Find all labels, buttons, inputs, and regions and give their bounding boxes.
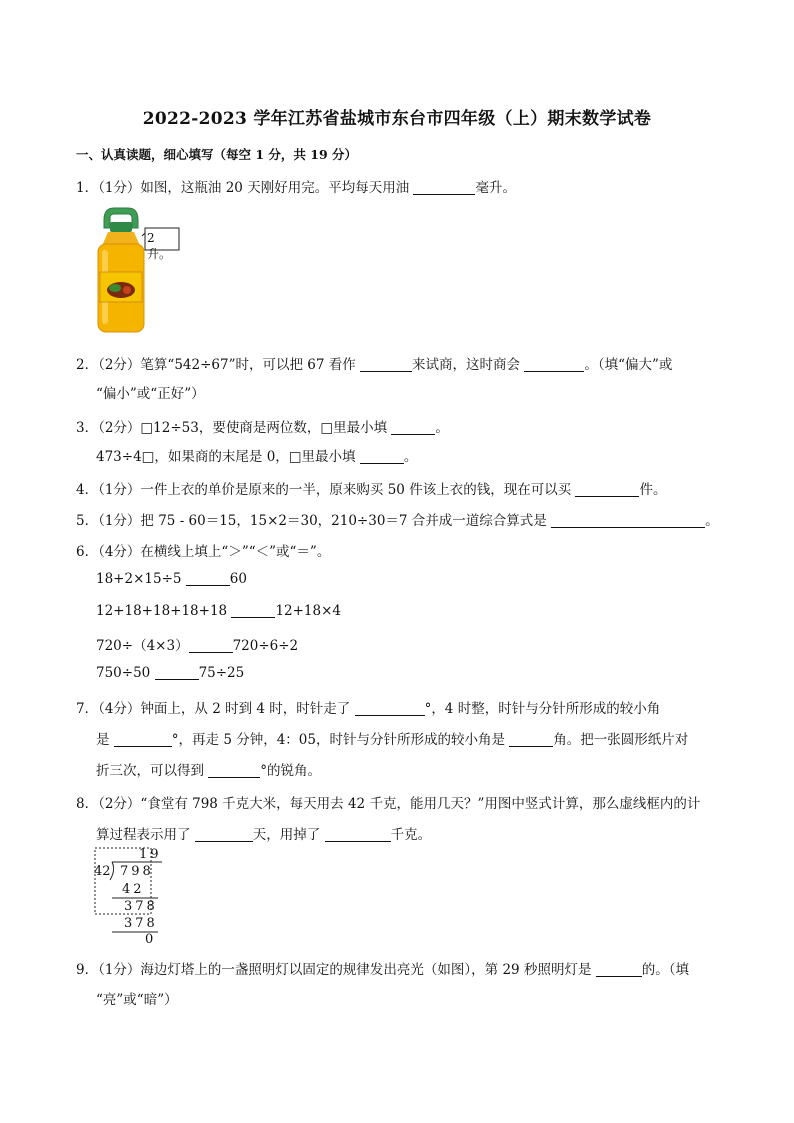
question-text: °，再走 5 分钟，4：05，时针与分针所形成的较小角是 <box>171 732 510 748</box>
comparison-left: 18+2×15÷5 <box>96 571 186 587</box>
answer-blank[interactable] <box>360 357 412 372</box>
bottle-label: 2 升。 <box>147 231 172 261</box>
question-7-line-3 <box>96 759 321 779</box>
answer-blank[interactable] <box>195 827 253 842</box>
question-8-line-2 <box>96 823 431 843</box>
partial-product-1: 42 <box>122 882 145 897</box>
comparison-right: 720÷6÷2 <box>232 638 299 654</box>
question-text: 是 <box>96 732 114 748</box>
dividend: 798 <box>120 864 154 879</box>
question-text: °，4 时整，时针与分针所形成的较小角 <box>424 701 661 717</box>
answer-blank[interactable] <box>355 701 425 716</box>
answer-blank[interactable] <box>509 732 553 747</box>
question-text: 。 <box>403 449 418 465</box>
answer-blank[interactable] <box>551 513 705 528</box>
question-text: °的锐角。 <box>260 763 322 779</box>
question-7 <box>76 697 660 717</box>
answer-blank[interactable] <box>524 357 584 372</box>
comparison-right: 12+18×4 <box>275 603 342 619</box>
question-text: 件。 <box>639 482 667 498</box>
answer-blank[interactable] <box>325 827 391 842</box>
answer-blank[interactable] <box>231 603 275 618</box>
question-6: 6．（4分）在横线上填上“＞”“＜”或“＝”。 <box>76 544 331 560</box>
question-9 <box>76 958 689 978</box>
remainder-1: 378 <box>124 899 158 914</box>
question-text: 4．（1分）一件上衣的单价是原来的一半，原来购买 50 件该上衣的钱，现在可以买 <box>76 482 576 498</box>
answer-blank[interactable] <box>189 638 233 653</box>
question-text: 5．（1分）把 75 - 60＝15，15×2＝30，210÷30＝7 合并成一道综合算式是 <box>76 513 552 529</box>
question-text: 473÷4□，如果商的末尾是 0，□里最小填 <box>96 449 360 465</box>
question-3 <box>76 416 449 436</box>
oil-bottle-image <box>90 206 180 336</box>
question-text: 算过程表示用了 <box>96 827 195 843</box>
final-remainder: 0 <box>145 932 154 947</box>
question-text: 折三次，可以得到 <box>96 763 209 779</box>
question-text: 3．（2分）□12÷53，要使商是两位数，□里最小填 <box>76 420 392 436</box>
comparison-right: 75÷25 <box>198 665 245 681</box>
question-text: 1．（1分）如图，这瓶油 20 天刚好用完。平均每天用油 <box>76 180 414 196</box>
comparison-item <box>96 571 247 587</box>
long-division-diagram <box>90 846 180 946</box>
question-text: 。 <box>435 420 449 436</box>
answer-blank[interactable] <box>186 571 230 586</box>
comparison-left: 720÷（4×3） <box>96 638 189 654</box>
question-3-part-2 <box>96 445 417 465</box>
question-5 <box>76 509 719 529</box>
section-heading: 一、认真读题，细心填写（每空 1 分，共 19 分） <box>76 147 358 162</box>
comparison-left: 12+18+18+18+18 <box>96 603 232 619</box>
quotient: 19 <box>139 847 162 862</box>
question-8: 8．（2分）“食堂有 798 千克大米，每天用去 42 千克，能用几天？”用图中竖式计算，那么虚线框内的计 <box>76 796 701 812</box>
question-2 <box>76 353 672 373</box>
question-text: 角。把一张圆形纸片对 <box>553 732 689 748</box>
divisor: 42 <box>94 864 111 879</box>
answer-blank[interactable] <box>208 763 260 778</box>
question-text: 的。（填 <box>641 962 689 978</box>
question-text: 毫升。 <box>475 180 516 196</box>
comparison-item <box>96 634 298 654</box>
question-text: 来试商，这时商会 <box>412 357 525 373</box>
answer-blank[interactable] <box>596 962 642 977</box>
page-title: 2022-2023 学年江苏省盐城市东台市四年级（上）期末数学试卷 <box>142 109 652 129</box>
answer-blank[interactable] <box>413 180 475 195</box>
answer-blank[interactable] <box>391 420 435 435</box>
question-1 <box>76 176 516 196</box>
answer-blank[interactable] <box>114 732 172 747</box>
question-text: 千克。 <box>390 827 432 843</box>
comparison-left: 750÷50 <box>96 665 155 681</box>
question-text: 。 <box>705 513 719 529</box>
question-9-cont: “亮”或“暗”） <box>96 992 178 1008</box>
answer-blank[interactable] <box>360 449 404 464</box>
question-text: 7．（4分）钟面上，从 2 时到 4 时，时针走了 <box>76 701 355 717</box>
question-text: 2．（2分）笔算“542÷67”时，可以把 67 看作 <box>76 357 361 373</box>
question-text: 9．（1分）海边灯塔上的一盏照明灯以固定的规律发出亮光（如图），第 29 秒照明灯是 <box>76 962 596 978</box>
answer-blank[interactable] <box>155 665 199 680</box>
question-2-cont: “偏小”或“正好”） <box>96 386 205 402</box>
question-7-line-2 <box>96 728 688 748</box>
question-4 <box>76 478 666 498</box>
answer-blank[interactable] <box>575 482 639 497</box>
comparison-item <box>96 665 244 681</box>
question-text: 天，用掉了 <box>252 827 325 843</box>
question-text: 。（填“偏大”或 <box>584 357 673 373</box>
comparison-item <box>96 603 341 619</box>
comparison-right: 60 <box>229 571 247 587</box>
partial-product-2: 378 <box>124 916 158 931</box>
